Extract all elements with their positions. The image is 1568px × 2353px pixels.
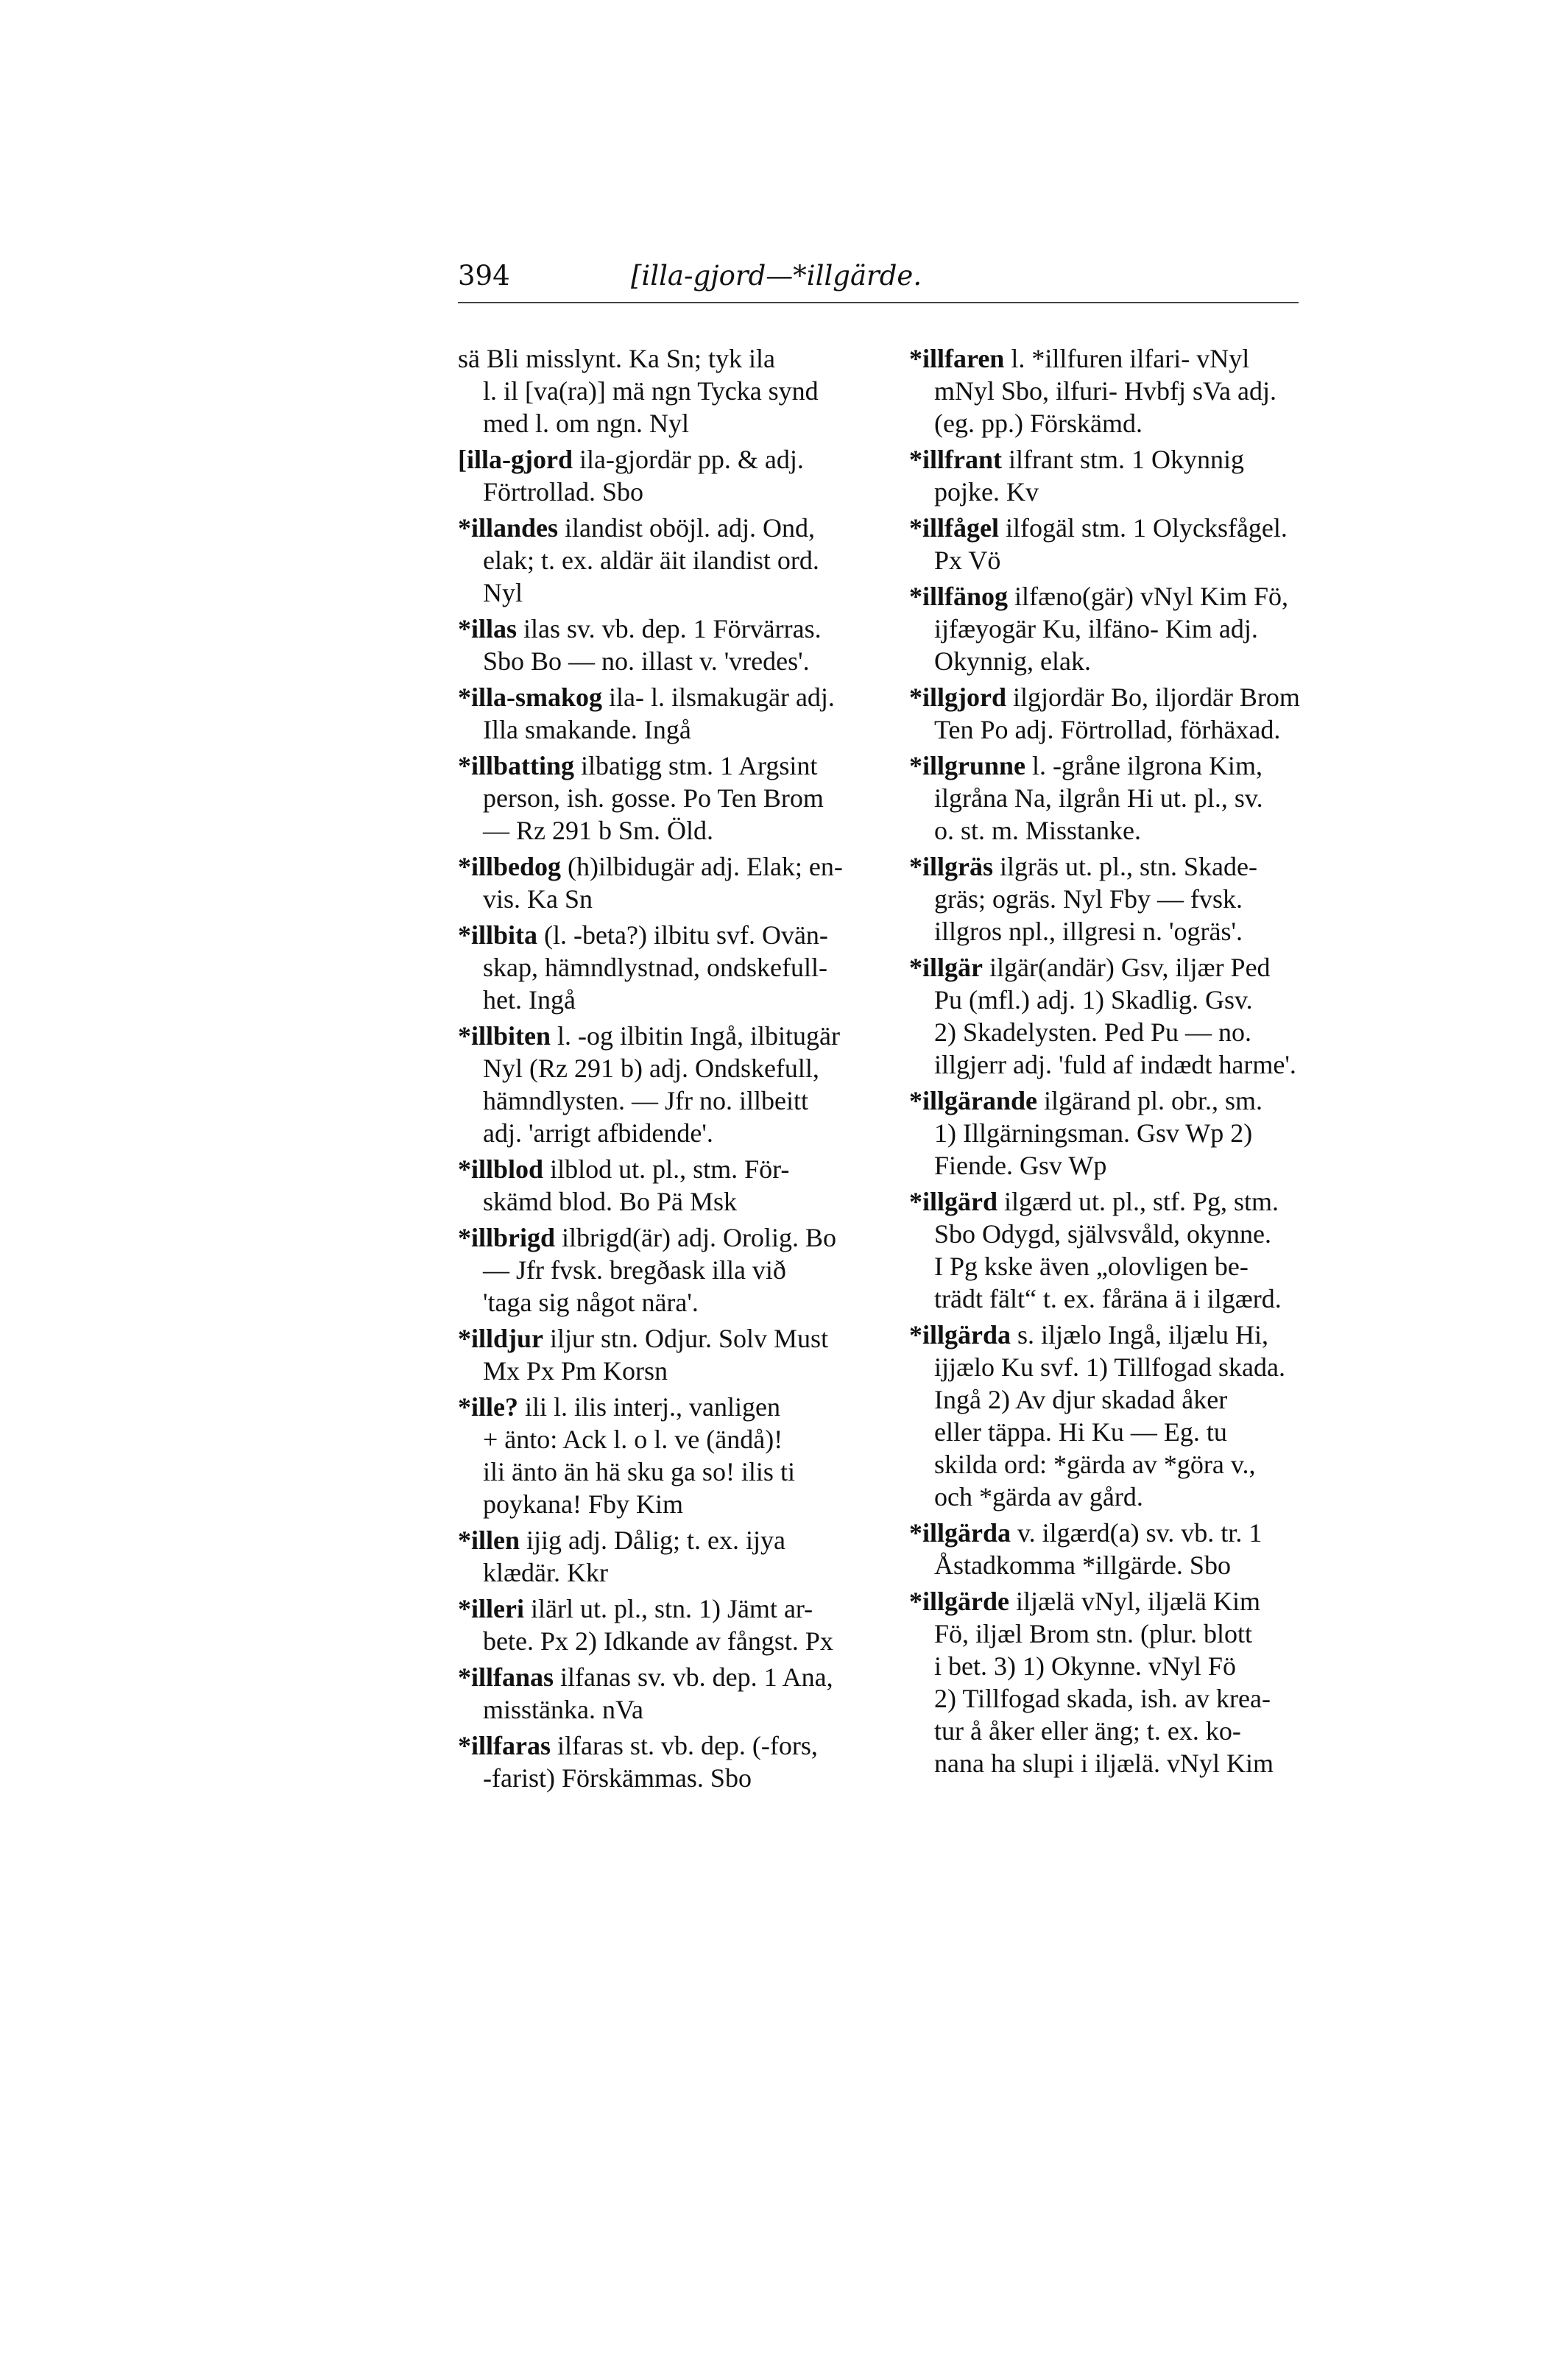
entry-headword: *illfaras xyxy=(458,1731,551,1760)
entry-headword: *illa-smakog xyxy=(458,682,603,712)
entry-definition: ilblod ut. pl., stm. För- skämd blod. Bo Pä Msk xyxy=(483,1154,790,1216)
dictionary-entry xyxy=(458,681,874,746)
entry-definition: l. -og ilbitin Ingå, ilbitugär Nyl (Rz 291 b) adj. Ondskefull, hämndlysten. — Jfr no. illbeitt adj. 'arrigt afbidende'. xyxy=(483,1021,840,1148)
entry-definition: (l. -beta?) ilbitu svf. Ovän- skap, hämndlystnad, ondskefull- het. Ingå xyxy=(483,920,828,1015)
entry-definition: ilas sv. vb. dep. 1 Förvärras. Sbo Bo — no. illast v. 'vredes'. xyxy=(483,614,822,676)
entry-headword: *illgär xyxy=(909,953,983,982)
entry-definition: ila-gjordär pp. & adj. Förtrollad. Sbo xyxy=(483,445,804,507)
dictionary-entry xyxy=(909,749,1310,847)
entry-definition: l. -gråne ilgrona Kim, ilgråna Na, ilgrån Hi ut. pl., sv. o. st. m. Misstanke. xyxy=(934,751,1263,845)
dictionary-entry xyxy=(458,1391,874,1520)
entry-headword: *illgärande xyxy=(909,1086,1038,1115)
entry-definition: ili l. ilis interj., vanligen + änto: Ack l. o l. ve (ändå)! ili änto än hä sku ga so! ilis ti poykana! Fby Kim xyxy=(483,1392,795,1519)
dictionary-entry xyxy=(909,580,1310,677)
dictionary-entry xyxy=(909,443,1310,508)
entry-headword: *illgrunne xyxy=(909,751,1026,780)
dictionary-entry xyxy=(458,1729,874,1794)
entry-headword: [illa-gjord xyxy=(458,445,573,474)
entry-headword: *illbrigd xyxy=(458,1223,556,1252)
dictionary-entry xyxy=(458,443,874,508)
entry-headword: *illfänog xyxy=(909,582,1009,611)
entry-definition: ilfanas sv. vb. dep. 1 Ana, misstänka. nVa xyxy=(483,1662,833,1724)
entry-definition: ilgär(andär) Gsv, iljær Ped Pu (mfl.) adj. 1) Skadlig. Gsv. 2) Skadelysten. Ped Pu — no. illgjerr adj. 'fuld af indædt harme'. xyxy=(934,953,1296,1079)
entry-headword: *illgärd xyxy=(909,1187,998,1216)
entry-definition: l. *illfuren ilfari- vNyl mNyl Sbo, ilfuri- Hvbfj sVa adj. (eg. pp.) Förskämd. xyxy=(934,344,1276,438)
right-column xyxy=(909,342,1310,1783)
entry-headword: *illgärda xyxy=(909,1518,1011,1548)
entry-headword: *illblod xyxy=(458,1154,544,1184)
entry-definition: ilgærd ut. pl., stf. Pg, stm. Sbo Odygd, självsvåld, okynne. I Pg kske även „olovligen be- trädt fält“ t. ex. fåräna ä i ilgærd. xyxy=(934,1187,1282,1313)
entry-headword: *illgräs xyxy=(909,852,993,881)
entry-definition: ila- l. ilsmakugär adj. Illa smakande. Ingå xyxy=(483,682,835,744)
dictionary-entry xyxy=(909,342,1310,440)
entry-definition: ilbatigg stm. 1 Argsint person, ish. gosse. Po Ten Brom — Rz 291 b Sm. Öld. xyxy=(483,751,824,845)
entry-definition: ilfogäl stm. 1 Olycksfågel. Px Vö xyxy=(934,513,1288,575)
entry-definition: ilgärand pl. obr., sm. 1) Illgärningsman. Gsv Wp 2) Fiende. Gsv Wp xyxy=(934,1086,1262,1180)
dictionary-entry xyxy=(458,1020,874,1149)
entry-definition: ilbrigd(är) adj. Orolig. Bo — Jfr fvsk. bregðask illa við 'taga sig något nära'. xyxy=(483,1223,836,1317)
dictionary-entry xyxy=(909,951,1310,1081)
entry-definition: ilfaras st. vb. dep. (-fors, -farist) Förskämmas. Sbo xyxy=(483,1731,818,1793)
dictionary-entry xyxy=(458,1524,874,1589)
entry-definition: v. ilgærd(a) sv. vb. tr. 1 Åstadkomma *illgärde. Sbo xyxy=(934,1518,1262,1580)
entry-headword: *illgärda xyxy=(909,1320,1011,1350)
dictionary-entry xyxy=(909,1084,1310,1182)
entry-headword: *illbedog xyxy=(458,852,562,881)
dictionary-entry xyxy=(909,850,1310,948)
entry-definition: iljælä vNyl, iljælä Kim Fö, iljæl Brom stn. (plur. blott i bet. 3) 1) Okynne. vNyl Fö 2) Tillfogad skada, ish. av krea- tur å åker eller äng; t. ex. ko- nana ha slupi i iljælä. vNyl Kim xyxy=(934,1587,1274,1778)
dictionary-entry xyxy=(909,1517,1310,1581)
dictionary-entry xyxy=(458,1153,874,1218)
dictionary-entry xyxy=(458,1592,874,1657)
left-column xyxy=(458,342,874,1798)
page-number: 394 xyxy=(458,260,510,292)
entry-definition: ilärl ut. pl., stn. 1) Jämt ar- bete. Px 2) Idkande av fångst. Px xyxy=(483,1594,833,1656)
entry-definition: iljur stn. Odjur. Solv Must Mx Px Pm Korsn xyxy=(483,1324,829,1386)
entry-headword: *illgjord xyxy=(909,682,1006,712)
entry-definition: s. iljælo Ingå, iljælu Hi, ijjælo Ku svf. 1) Tillfogad skada. Ingå 2) Av djur skadad åker eller täppa. Hi Ku — Eg. tu skilda ord: *gärda av *göra v., och *gärda av gård. xyxy=(934,1320,1286,1511)
entry-headword: *illdjur xyxy=(458,1324,544,1353)
dictionary-entry xyxy=(458,1322,874,1387)
entry-headword: *illas xyxy=(458,614,518,643)
entry-headword: *illbatting xyxy=(458,751,575,780)
dictionary-entry xyxy=(458,850,874,915)
dictionary-entry xyxy=(909,1319,1310,1513)
entry-headword: *illgärde xyxy=(909,1587,1009,1616)
page-header xyxy=(458,258,1299,309)
header-rule xyxy=(458,302,1299,303)
dictionary-entry xyxy=(458,342,874,440)
dictionary-entry xyxy=(458,919,874,1016)
running-head: [illa-gjord—*illgärde. xyxy=(631,260,922,292)
dictionary-entry xyxy=(909,681,1310,746)
entry-definition: sä Bli misslynt. Ka Sn; tyk ila l. il [va(ra)] mä ngn Tycka synd med l. om ngn. Nyl xyxy=(458,344,819,438)
entry-definition: ilandist oböjl. adj. Ond, elak; t. ex. aldär äit ilandist ord. Nyl xyxy=(483,513,819,607)
dictionary-entry xyxy=(458,613,874,677)
entry-definition: ijig adj. Dålig; t. ex. ijya klædär. Kkr xyxy=(483,1525,785,1587)
entry-headword: *illfanas xyxy=(458,1662,554,1692)
entry-headword: *ille? xyxy=(458,1392,518,1422)
dictionary-entry xyxy=(458,1221,874,1319)
dictionary-entry xyxy=(909,1185,1310,1315)
entry-headword: *illfrant xyxy=(909,445,1002,474)
entry-definition: ilgräs ut. pl., stn. Skade- gräs; ogräs. Nyl Fby — fvsk. illgros npl., illgresi n. 'ogräs'. xyxy=(934,852,1257,946)
dictionary-entry xyxy=(909,1585,1310,1779)
entry-definition: ilfæno(gär) vNyl Kim Fö, ijfæyogär Ku, ilfäno- Kim adj. Okynnig, elak. xyxy=(934,582,1288,676)
dictionary-entry xyxy=(458,512,874,609)
entry-definition: ilfrant stm. 1 Okynnig pojke. Kv xyxy=(934,445,1244,507)
entry-definition: (h)ilbidugär adj. Elak; en- vis. Ka Sn xyxy=(483,852,843,914)
entry-definition: ilgjordär Bo, iljordär Brom Ten Po adj. Förtrollad, förhäxad. xyxy=(934,682,1300,744)
entry-headword: *illfågel xyxy=(909,513,999,543)
entry-headword: *illeri xyxy=(458,1594,524,1623)
entry-headword: *illen xyxy=(458,1525,520,1555)
dictionary-entry xyxy=(458,1661,874,1726)
entry-headword: *illbiten xyxy=(458,1021,551,1051)
entry-headword: *illfaren xyxy=(909,344,1005,373)
dictionary-entry xyxy=(909,512,1310,576)
entry-headword: *illbita xyxy=(458,920,538,950)
dictionary-entry xyxy=(458,749,874,847)
entry-headword: *illandes xyxy=(458,513,559,543)
